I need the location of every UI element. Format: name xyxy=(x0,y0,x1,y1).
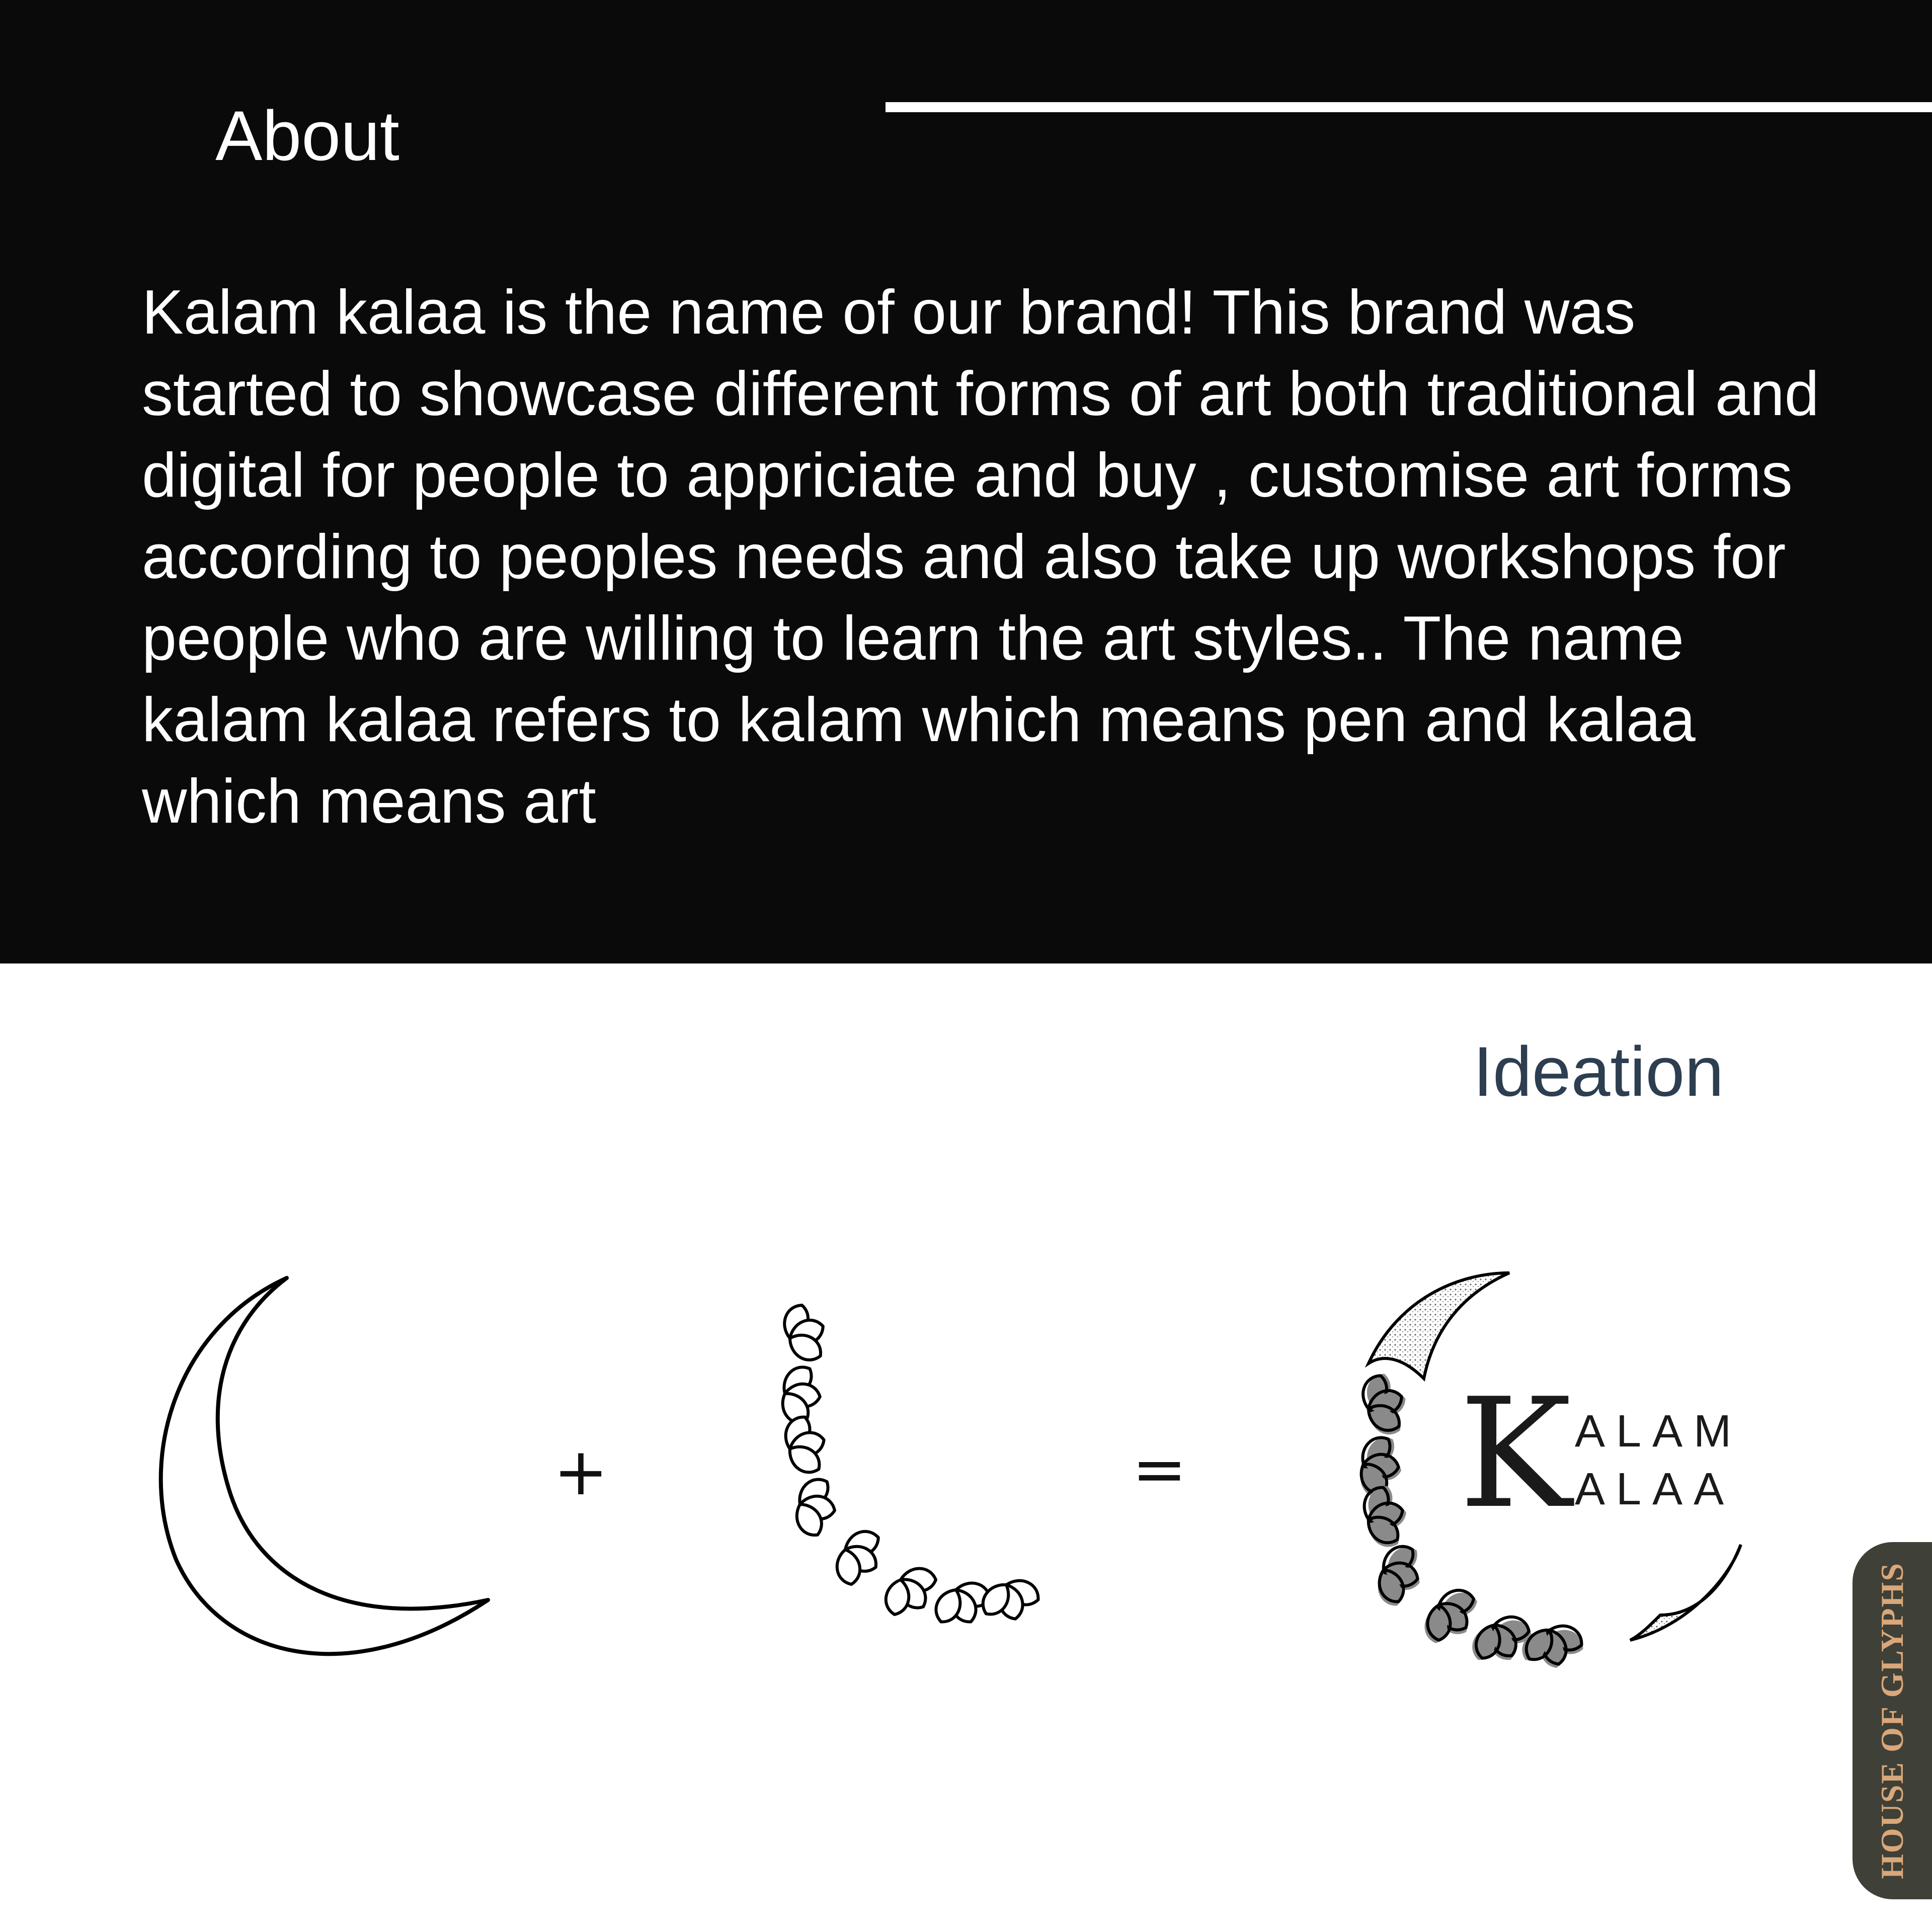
about-title: About xyxy=(215,96,399,175)
about-description: Kalam kalaa is the name of our brand! This brand was started to showcase different forms of art both traditional and digital for people to appriciate and buy , customise art forms according to peoples needs and also take up workshops for people who are willing to learn the art styles.. The name kalam kalaa refers to kalam which means pen and kalaa which means art xyxy=(142,278,1819,836)
logo-initial: K xyxy=(1459,1366,1572,1542)
about-divider xyxy=(886,102,1932,112)
equals-sign: = xyxy=(1132,1431,1187,1507)
house-of-glyphs-badge xyxy=(1853,1542,1932,1899)
about-section xyxy=(0,0,1932,963)
plus-sign: + xyxy=(553,1433,608,1510)
ideation-title: Ideation xyxy=(1473,1032,1724,1111)
badge-label: HOUSE OF GLYPHS xyxy=(1874,1562,1910,1879)
kalam-kalaa-logo xyxy=(1338,1263,1751,1675)
logo-line1: ALAM xyxy=(1575,1406,1743,1457)
crescent-moon-icon xyxy=(136,1268,503,1670)
leaf-vine-icon xyxy=(760,1298,1082,1650)
logo-line2: ALAA xyxy=(1575,1464,1735,1514)
